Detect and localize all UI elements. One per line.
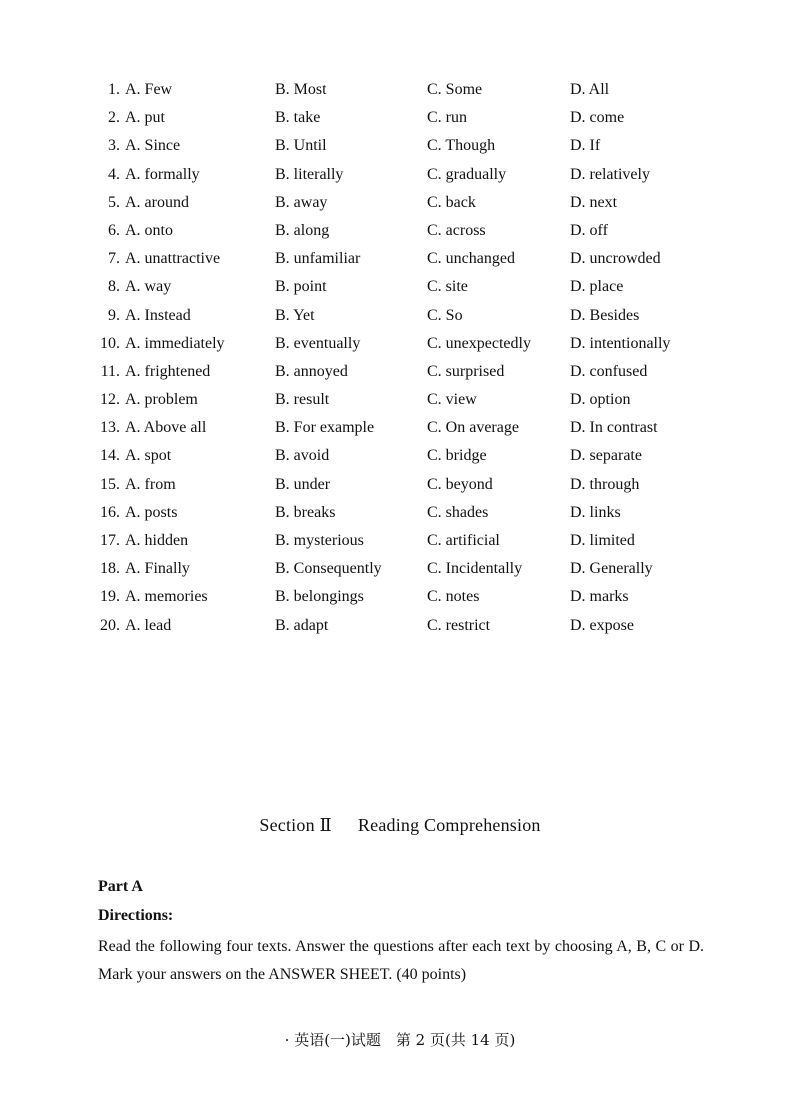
option-a: A. Finally: [125, 560, 190, 578]
option-row: [0, 248, 800, 276]
question-number: 16.: [100, 503, 120, 521]
question-number: 15.: [100, 475, 120, 493]
option-c: C. back: [427, 193, 476, 211]
directions-label: Directions:: [98, 907, 174, 924]
option-b: B. take: [275, 109, 321, 127]
option-a: A. Few: [125, 81, 173, 98]
directions-text: Read the following four texts. Answer the questions after each text by choosing A, B, C or D. Mark your answers on the ANSWER SHEET. (40 points): [98, 938, 704, 983]
option-c: C. view: [427, 391, 477, 409]
option-b: B. literally: [275, 165, 344, 183]
option-row: [0, 305, 800, 333]
option-a: A. lead: [125, 616, 172, 634]
page-footer: · 英语(一)试题 第 2 页(共 14 页): [284, 1031, 516, 1049]
option-d: D. In contrast: [570, 419, 658, 437]
option-b: B. away: [275, 193, 328, 211]
option-row: [0, 135, 800, 163]
option-a: A. spot: [125, 447, 172, 465]
option-b: B. Most: [275, 81, 327, 98]
option-row: [0, 79, 800, 107]
section-title: Reading Comprehension: [357, 815, 541, 835]
option-a: A. unattractive: [125, 250, 221, 268]
option-a: A. Above all: [125, 419, 207, 437]
option-b: B. unfamiliar: [275, 250, 361, 268]
section-heading: [0, 815, 800, 836]
option-b: B. Until: [275, 137, 327, 155]
question-number: 13.: [100, 419, 120, 437]
option-b: B. under: [275, 475, 331, 493]
option-c: C. notes: [427, 588, 480, 606]
question-number: 2.: [108, 109, 120, 127]
option-d: D. All: [570, 81, 610, 98]
option-a: A. around: [125, 193, 189, 211]
question-number: 9.: [108, 306, 120, 324]
option-row: [0, 220, 800, 248]
option-d: D. relatively: [570, 165, 650, 183]
section-label: Section Ⅱ: [259, 815, 332, 835]
option-a: A. frightened: [125, 362, 211, 380]
option-row: [0, 417, 800, 445]
option-a: A. problem: [125, 391, 198, 409]
option-row: [0, 107, 800, 135]
option-c: C. On average: [427, 419, 519, 437]
option-d: D. intentionally: [570, 334, 671, 352]
option-c: C. across: [427, 221, 486, 239]
option-b: B. along: [275, 221, 330, 239]
option-a: A. Since: [125, 137, 181, 155]
question-number: 20.: [100, 616, 120, 634]
option-a: A. onto: [125, 221, 173, 239]
option-c: C. shades: [427, 503, 489, 521]
option-d: D. off: [570, 221, 608, 239]
option-d: D. option: [570, 391, 631, 409]
option-c: C. Incidentally: [427, 560, 523, 578]
option-a: A. hidden: [125, 532, 189, 549]
option-d: D. separate: [570, 447, 642, 465]
option-d: D. next: [570, 193, 618, 211]
option-d: D. If: [570, 137, 601, 155]
question-number: 5.: [108, 193, 120, 211]
option-d: D. expose: [570, 616, 634, 634]
question-number: 8.: [108, 278, 120, 296]
option-a: A. put: [125, 109, 165, 127]
question-number: 11.: [100, 362, 120, 380]
option-a: A. formally: [125, 165, 200, 183]
option-row: [0, 558, 800, 586]
option-b: B. eventually: [275, 334, 361, 352]
option-a: A. posts: [125, 503, 178, 521]
option-c: C. unchanged: [427, 250, 515, 268]
option-b: B. result: [275, 391, 330, 409]
question-number: 12.: [100, 391, 120, 409]
option-a: A. from: [125, 475, 176, 493]
option-row: [0, 361, 800, 389]
question-number: 18.: [100, 560, 120, 578]
option-row: [0, 164, 800, 192]
option-b: B. breaks: [275, 503, 336, 521]
option-row: [0, 389, 800, 417]
option-d: D. uncrowded: [570, 250, 661, 268]
question-number: 17.: [100, 532, 120, 549]
option-c: C. unexpectedly: [427, 334, 531, 352]
option-c: C. Though: [427, 137, 496, 155]
option-d: D. come: [570, 109, 625, 127]
option-c: C. artificial: [427, 532, 500, 549]
option-a: A. immediately: [125, 334, 225, 352]
option-b: B. annoyed: [275, 362, 348, 380]
option-row: [0, 333, 800, 361]
option-b: B. Yet: [275, 306, 315, 324]
option-row: [0, 615, 800, 643]
option-b: B. belongings: [275, 588, 364, 606]
question-number: 7.: [108, 250, 120, 268]
question-number: 6.: [108, 221, 120, 239]
option-c: C. gradually: [427, 165, 507, 183]
option-c: C. So: [427, 306, 463, 324]
part-heading: Part A: [98, 878, 143, 895]
option-d: D. Generally: [570, 560, 653, 578]
option-row: [0, 502, 800, 530]
option-b: B. mysterious: [275, 532, 364, 549]
option-b: B. adapt: [275, 616, 329, 634]
option-c: C. run: [427, 109, 467, 127]
question-number: 10.: [100, 334, 120, 352]
option-d: D. links: [570, 503, 621, 521]
option-row: [0, 445, 800, 473]
option-d: D. limited: [570, 532, 635, 549]
question-number: 14.: [100, 447, 120, 465]
question-number: 3.: [108, 137, 120, 155]
option-c: C. beyond: [427, 475, 493, 493]
options-list: [0, 79, 800, 643]
option-b: B. point: [275, 278, 327, 296]
option-d: D. confused: [570, 362, 648, 380]
question-number: 19.: [100, 588, 120, 606]
option-b: B. Consequently: [275, 560, 382, 578]
option-a: A. memories: [125, 588, 208, 606]
option-row: [0, 474, 800, 502]
option-c: C. restrict: [427, 616, 491, 634]
option-c: C. site: [427, 278, 468, 296]
option-row: [0, 276, 800, 304]
option-c: C. bridge: [427, 447, 487, 465]
question-number: 1.: [108, 81, 120, 98]
option-d: D. place: [570, 278, 624, 296]
option-row: [0, 586, 800, 614]
option-b: B. For example: [275, 419, 375, 437]
option-d: D. Besides: [570, 306, 640, 324]
option-d: D. through: [570, 475, 640, 493]
option-b: B. avoid: [275, 447, 330, 465]
option-c: C. surprised: [427, 362, 505, 380]
option-a: A. way: [125, 278, 172, 296]
option-row: [0, 192, 800, 220]
question-number: 4.: [108, 165, 120, 183]
option-d: D. marks: [570, 588, 629, 606]
option-c: C. Some: [427, 81, 483, 98]
option-a: A. Instead: [125, 306, 191, 324]
option-row: [0, 530, 800, 558]
